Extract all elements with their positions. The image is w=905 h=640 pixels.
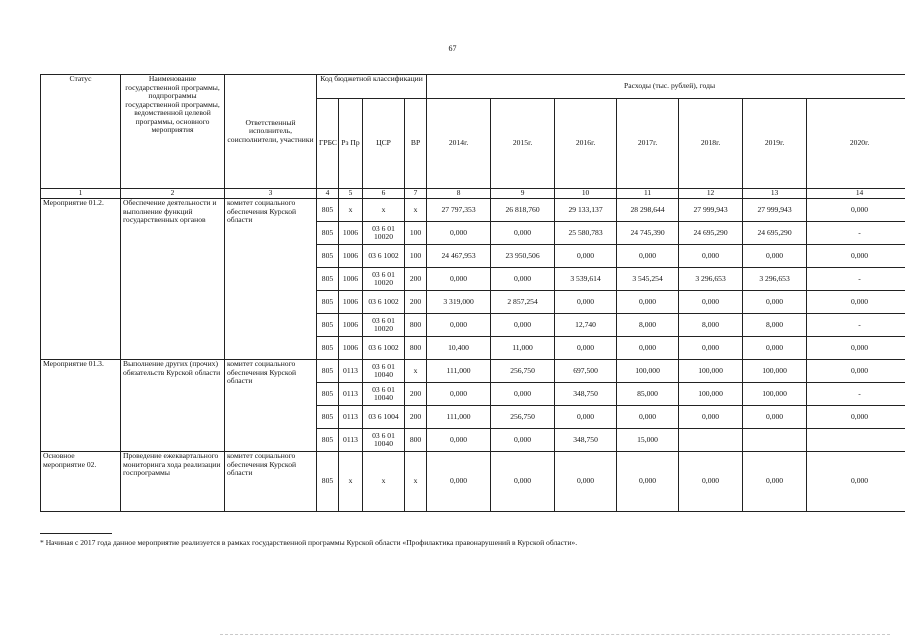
column-number: 10 [555, 189, 617, 199]
cell-csr: 03 6 1002 [363, 245, 405, 268]
scan-edge-line [220, 634, 890, 635]
row-responsible: комитет социального обеспечения Курской области [225, 360, 317, 452]
cell-rzpr: 1006 [339, 268, 363, 291]
cell-grbs: 805 [317, 199, 339, 222]
cell-expense: 0,000 [427, 222, 491, 245]
header-rzpr: Рз Пр [339, 99, 363, 189]
cell-expense [743, 429, 807, 452]
cell-expense: 100,000 [743, 360, 807, 383]
cell-expense: 0,000 [743, 245, 807, 268]
cell-rzpr: 1006 [339, 291, 363, 314]
row-responsible: комитет социального обеспечения Курской области [225, 452, 317, 512]
cell-grbs: 805 [317, 314, 339, 337]
cell-expense: 0,000 [491, 222, 555, 245]
column-number: 12 [679, 189, 743, 199]
cell-expense: 24 467,953 [427, 245, 491, 268]
cell-expense: 28 298,644 [617, 199, 679, 222]
cell-expense: 100,000 [617, 360, 679, 383]
cell-expense: 0,000 [679, 452, 743, 512]
cell-csr: 03 6 1002 [363, 291, 405, 314]
header-responsible: Ответственный исполнитель, соисполнители, участники [225, 75, 317, 189]
cell-grbs: 805 [317, 245, 339, 268]
cell-expense: 0,000 [807, 245, 905, 268]
cell-rzpr: 0113 [339, 383, 363, 406]
cell-csr: 03 6 01 10020 [363, 222, 405, 245]
cell-expense: 0,000 [743, 337, 807, 360]
cell-csr: 03 6 01 10020 [363, 268, 405, 291]
cell-expense: 27 999,943 [743, 199, 807, 222]
cell-expense: 10,400 [427, 337, 491, 360]
cell-expense: - [807, 314, 905, 337]
header-year: 2017г. [617, 99, 679, 189]
cell-rzpr: 0113 [339, 429, 363, 452]
cell-expense: 0,000 [679, 406, 743, 429]
cell-expense: 26 818,760 [491, 199, 555, 222]
cell-vr: х [405, 360, 427, 383]
cell-expense: - [807, 268, 905, 291]
cell-expense: 0,000 [679, 245, 743, 268]
column-number: 8 [427, 189, 491, 199]
cell-rzpr: 0113 [339, 360, 363, 383]
cell-expense: 0,000 [617, 245, 679, 268]
cell-vr: 800 [405, 337, 427, 360]
cell-expense: 0,000 [807, 452, 905, 512]
column-number: 6 [363, 189, 405, 199]
cell-expense: 3 545,254 [617, 268, 679, 291]
footnote-divider [40, 533, 112, 534]
cell-expense: - [807, 383, 905, 406]
cell-expense: 0,000 [617, 452, 679, 512]
header-vr: ВР [405, 99, 427, 189]
cell-expense: 25 580,783 [555, 222, 617, 245]
cell-rzpr: 1006 [339, 245, 363, 268]
cell-grbs: 805 [317, 429, 339, 452]
cell-grbs: 805 [317, 337, 339, 360]
cell-rzpr: х [339, 452, 363, 512]
column-number: 13 [743, 189, 807, 199]
row-name: Обеспечение деятельности и выполнение функций государственных органов [121, 199, 225, 360]
cell-expense: 27 797,353 [427, 199, 491, 222]
cell-expense: 0,000 [555, 337, 617, 360]
cell-vr: 200 [405, 291, 427, 314]
cell-grbs: 805 [317, 383, 339, 406]
cell-grbs: 805 [317, 406, 339, 429]
row-status: Мероприятие 01.3. [41, 360, 121, 452]
cell-expense: 24 695,290 [743, 222, 807, 245]
cell-expense: 0,000 [491, 452, 555, 512]
cell-expense: 111,000 [427, 360, 491, 383]
cell-vr: 200 [405, 383, 427, 406]
cell-expense: 0,000 [491, 314, 555, 337]
cell-vr: 100 [405, 245, 427, 268]
cell-expense: 0,000 [555, 245, 617, 268]
cell-expense: 0,000 [491, 383, 555, 406]
cell-rzpr: х [339, 199, 363, 222]
cell-expense: 0,000 [743, 406, 807, 429]
cell-csr: 03 6 01 10020 [363, 314, 405, 337]
header-year: 2015г. [491, 99, 555, 189]
cell-expense: 0,000 [743, 452, 807, 512]
row-status: Основное мероприятие 02. [41, 452, 121, 512]
column-number: 11 [617, 189, 679, 199]
cell-expense: 2 857,254 [491, 291, 555, 314]
cell-rzpr: 1006 [339, 222, 363, 245]
cell-expense: 3 296,653 [679, 268, 743, 291]
cell-expense: 15,000 [617, 429, 679, 452]
column-number: 4 [317, 189, 339, 199]
header-year: 2020г. [807, 99, 905, 189]
cell-expense: 0,000 [427, 452, 491, 512]
cell-csr: 03 6 1004 [363, 406, 405, 429]
table-row [41, 360, 905, 383]
header-year: 2016г. [555, 99, 617, 189]
page-number: 67 [448, 44, 457, 53]
cell-rzpr: 1006 [339, 314, 363, 337]
cell-expense: 23 950,506 [491, 245, 555, 268]
column-number: 9 [491, 189, 555, 199]
column-number: 7 [405, 189, 427, 199]
table-body [41, 199, 905, 512]
cell-vr: 200 [405, 406, 427, 429]
column-number: 5 [339, 189, 363, 199]
column-number: 2 [121, 189, 225, 199]
header-name: Наименование государственной программы, подпрограммы государственной программы, ведомственной целевой программы, основного мероприятия [121, 75, 225, 189]
column-number-row [41, 189, 905, 199]
cell-expense: 0,000 [807, 360, 905, 383]
cell-expense [679, 429, 743, 452]
cell-vr: 800 [405, 429, 427, 452]
header-year: 2014г. [427, 99, 491, 189]
cell-expense: 0,000 [617, 291, 679, 314]
header-csr: ЦСР [363, 99, 405, 189]
cell-expense: 8,000 [617, 314, 679, 337]
table-row [41, 452, 905, 512]
cell-expense: 256,750 [491, 360, 555, 383]
cell-vr: 100 [405, 222, 427, 245]
cell-expense: 0,000 [427, 429, 491, 452]
cell-rzpr: 1006 [339, 337, 363, 360]
cell-expense: 29 133,137 [555, 199, 617, 222]
cell-grbs: 805 [317, 268, 339, 291]
cell-expense: 0,000 [555, 291, 617, 314]
cell-expense: 12,740 [555, 314, 617, 337]
cell-expense: 3 539,614 [555, 268, 617, 291]
cell-expense: 697,500 [555, 360, 617, 383]
cell-expense: 100,000 [679, 383, 743, 406]
cell-grbs: 805 [317, 360, 339, 383]
row-name: Проведение ежеквартального мониторинга хода реализации госпрограммы [121, 452, 225, 512]
header-grbs: ГРБС [317, 99, 339, 189]
column-number: 14 [807, 189, 905, 199]
cell-expense: 3 319,000 [427, 291, 491, 314]
cell-vr: х [405, 452, 427, 512]
row-name: Выполнение других (прочих) обязательств Курской области [121, 360, 225, 452]
cell-vr: 200 [405, 268, 427, 291]
cell-expense: 0,000 [617, 406, 679, 429]
cell-expense: 24 745,390 [617, 222, 679, 245]
cell-expense: 0,000 [491, 268, 555, 291]
cell-rzpr: 0113 [339, 406, 363, 429]
cell-expense: 85,000 [617, 383, 679, 406]
table-row [41, 199, 905, 222]
cell-expense: 256,750 [491, 406, 555, 429]
cell-vr: х [405, 199, 427, 222]
cell-expense: 0,000 [427, 314, 491, 337]
header-expenses: Расходы (тыс. рублей), годы [427, 75, 905, 99]
cell-expense: 100,000 [679, 360, 743, 383]
cell-expense: 8,000 [743, 314, 807, 337]
cell-expense: 0,000 [617, 337, 679, 360]
footnote: * Начиная с 2017 года данное мероприятие реализуется в рамках государственной программы Курской области «Профилактика правонарушений в Курской области». [40, 538, 578, 547]
cell-expense: 3 296,653 [743, 268, 807, 291]
cell-csr: 03 6 01 10040 [363, 429, 405, 452]
row-responsible: комитет социального обеспечения Курской области [225, 199, 317, 360]
cell-grbs: 805 [317, 222, 339, 245]
cell-expense: 0,000 [679, 337, 743, 360]
cell-expense: 0,000 [679, 291, 743, 314]
cell-expense: - [807, 222, 905, 245]
cell-vr: 800 [405, 314, 427, 337]
cell-csr: 03 6 1002 [363, 337, 405, 360]
cell-expense: 348,750 [555, 383, 617, 406]
cell-expense: 8,000 [679, 314, 743, 337]
cell-expense: 0,000 [491, 429, 555, 452]
cell-expense: 348,750 [555, 429, 617, 452]
header-year: 2018г. [679, 99, 743, 189]
cell-expense: 24 695,290 [679, 222, 743, 245]
column-number: 3 [225, 189, 317, 199]
cell-expense: 0,000 [807, 199, 905, 222]
header-year: 2019г. [743, 99, 807, 189]
cell-expense: 0,000 [555, 452, 617, 512]
row-status: Мероприятие 01.2. [41, 199, 121, 360]
cell-expense: 0,000 [555, 406, 617, 429]
cell-csr: х [363, 452, 405, 512]
cell-csr: 03 6 01 10040 [363, 383, 405, 406]
cell-expense: 111,000 [427, 406, 491, 429]
cell-expense: 100,000 [743, 383, 807, 406]
cell-expense: 27 999,943 [679, 199, 743, 222]
header-status: Статус [41, 75, 121, 189]
cell-expense: 0,000 [427, 268, 491, 291]
cell-expense: 0,000 [807, 406, 905, 429]
cell-expense: 0,000 [427, 383, 491, 406]
cell-expense: 0,000 [743, 291, 807, 314]
budget-table [40, 74, 905, 512]
cell-expense [807, 429, 905, 452]
cell-csr: х [363, 199, 405, 222]
cell-expense: 0,000 [807, 337, 905, 360]
cell-expense: 0,000 [807, 291, 905, 314]
cell-expense: 11,000 [491, 337, 555, 360]
cell-grbs: 805 [317, 291, 339, 314]
cell-csr: 03 6 01 10040 [363, 360, 405, 383]
cell-grbs: 805 [317, 452, 339, 512]
column-number: 1 [41, 189, 121, 199]
header-budget-code: Код бюджетной классификации [317, 75, 427, 99]
